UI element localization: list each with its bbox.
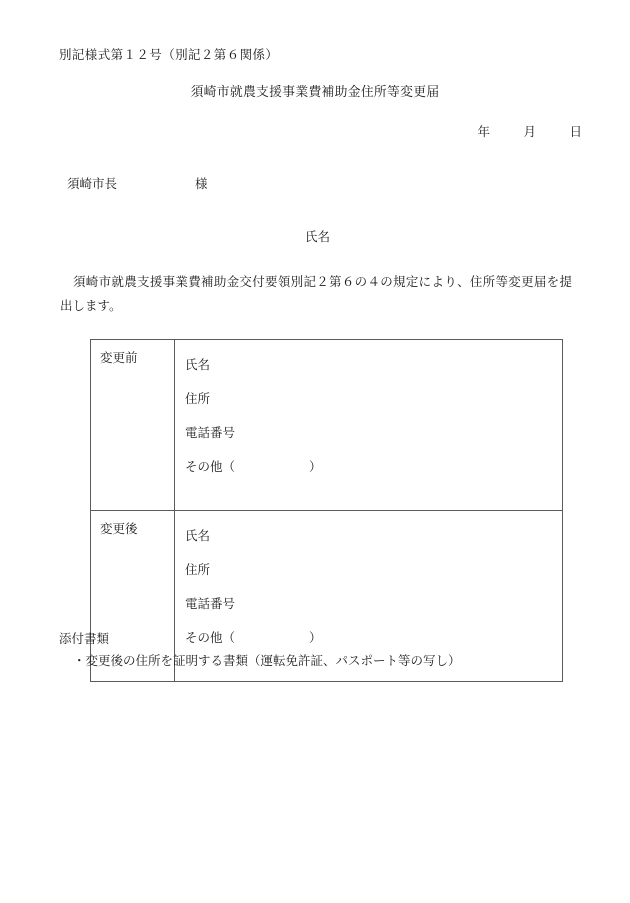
field-other-close: ） bbox=[309, 459, 322, 474]
body-paragraph: 須崎市就農支援事業費補助金交付要領別記２第６の４の規定により、住所等変更届を提出します。 bbox=[60, 274, 572, 313]
field-address bbox=[185, 382, 562, 416]
field-name bbox=[185, 519, 562, 553]
field-address-label: 住所 bbox=[185, 391, 211, 406]
row-label-before: 変更前 bbox=[91, 340, 175, 511]
field-name-label: 氏名 bbox=[185, 357, 211, 372]
field-phone bbox=[185, 587, 562, 621]
day-label: 日 bbox=[569, 124, 582, 139]
field-name-label: 氏名 bbox=[185, 528, 211, 543]
field-phone-label: 電話番号 bbox=[185, 425, 236, 440]
row-fields-before bbox=[175, 340, 563, 511]
row-label-after: 変更後 bbox=[91, 511, 175, 682]
year-label: 年 bbox=[477, 124, 490, 139]
table-row bbox=[91, 340, 563, 511]
addressee bbox=[67, 174, 208, 192]
applicant-name-label: 氏名 bbox=[305, 229, 331, 244]
month-label: 月 bbox=[523, 124, 536, 139]
field-other-close: ） bbox=[309, 630, 322, 645]
change-details-table bbox=[90, 339, 563, 682]
addressee-recipient: 須崎市長 bbox=[67, 176, 118, 191]
field-other-label: その他（ bbox=[185, 459, 236, 474]
field-other bbox=[185, 621, 562, 655]
document-title: 須崎市就農支援事業費補助金住所等変更届 bbox=[190, 85, 440, 100]
field-phone bbox=[185, 416, 562, 450]
field-phone-label: 電話番号 bbox=[185, 596, 236, 611]
attachment-item: ・変更後の住所を証明する書類（運転免許証、パスポート等の写し） bbox=[73, 653, 461, 668]
field-name bbox=[185, 348, 562, 382]
addressee-honorific: 様 bbox=[195, 176, 208, 191]
field-other bbox=[185, 450, 562, 484]
form-number: 別記様式第１２号（別記２第６関係） bbox=[59, 47, 279, 62]
date-line bbox=[0, 122, 582, 140]
field-address bbox=[185, 553, 562, 587]
field-other-label: その他（ bbox=[185, 630, 236, 645]
field-address-label: 住所 bbox=[185, 562, 211, 577]
attachments-heading: 添付書類 bbox=[59, 631, 110, 646]
